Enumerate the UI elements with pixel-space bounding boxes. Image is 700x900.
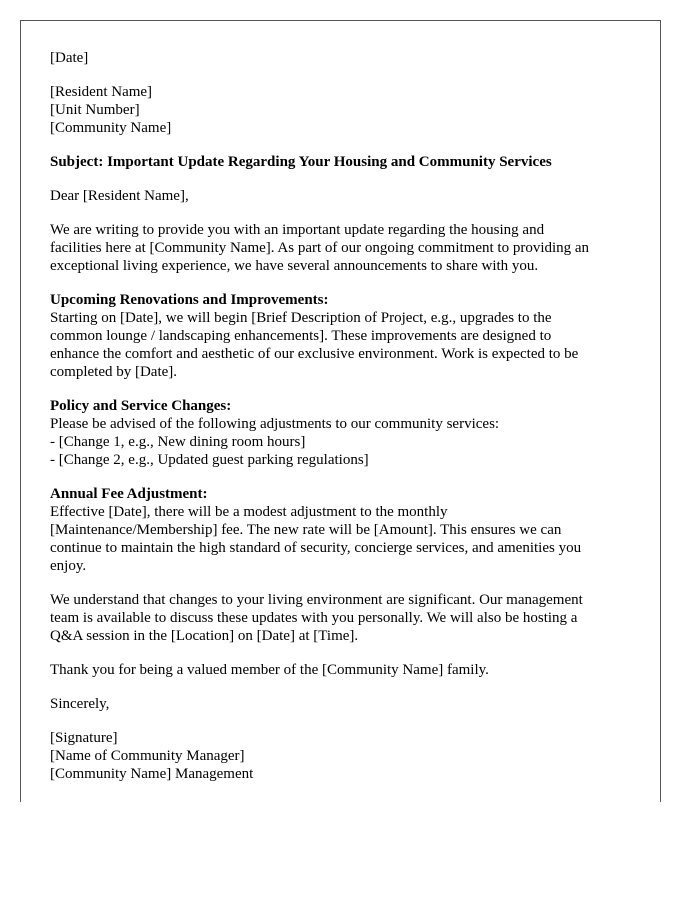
policy-heading: Policy and Service Changes: [50, 398, 232, 414]
manager-name: [Name of Community Manager] [50, 748, 245, 764]
signoff [50, 695, 630, 713]
policy-list-item: - [Change 1, e.g., New dining room hours] [50, 434, 306, 450]
recipient-name: [Resident Name] [50, 84, 153, 100]
letter-body [50, 49, 630, 799]
renovations-line: completed by [Date]. [50, 364, 178, 380]
renovations-line: enhance the comfort and aesthetic of our exclusive environment. Work is expected to be [50, 346, 579, 362]
signature-block [50, 729, 630, 783]
intro-line: facilities here at [Community Name]. As part of our ongoing commitment to providing an [50, 240, 590, 256]
salutation-text: Dear [Resident Name], [50, 188, 189, 204]
closing-line: team is available to discuss these updates with you personally. We will also be hosting a [50, 610, 578, 626]
closing-paragraph [50, 591, 630, 645]
thanks-text: Thank you for being a valued member of the [Community Name] family. [50, 662, 489, 678]
closing-line: Q&A session in the [Location] on [Date] at [Time]. [50, 628, 359, 644]
signoff-text: Sincerely, [50, 696, 110, 712]
fee-section [50, 485, 630, 575]
renovations-heading: Upcoming Renovations and Improvements: [50, 292, 329, 308]
intro-line: We are writing to provide you with an important update regarding the housing and [50, 222, 545, 238]
fee-line: continue to maintain the high standard of security, concierge services, and amenities you [50, 540, 582, 556]
recipient-community: [Community Name] [50, 120, 172, 136]
recipient-unit: [Unit Number] [50, 102, 140, 118]
recipient-block [50, 83, 630, 137]
letter-date [50, 49, 630, 67]
fee-line: enjoy. [50, 558, 87, 574]
intro-line: exceptional living experience, we have several announcements to share with you. [50, 258, 539, 274]
fee-line: Effective [Date], there will be a modest adjustment to the monthly [50, 504, 448, 520]
closing-line: We understand that changes to your living environment are significant. Our management [50, 592, 583, 608]
fee-line: [Maintenance/Membership] fee. The new rate will be [Amount]. This ensures we can [50, 522, 562, 538]
thanks-paragraph [50, 661, 630, 679]
policy-list-item: - [Change 2, e.g., Updated guest parking regulations] [50, 452, 369, 468]
renovations-line: common lounge / landscaping enhancements]. These improvements are designed to [50, 328, 552, 344]
renovations-section [50, 291, 630, 381]
subject-line [50, 153, 630, 171]
fee-heading: Annual Fee Adjustment: [50, 486, 208, 502]
organization-name: [Community Name] Management [50, 766, 254, 782]
policy-line: Please be advised of the following adjustments to our community services: [50, 416, 500, 432]
signature-line: [Signature] [50, 730, 118, 746]
date-line: [Date] [50, 50, 89, 66]
policy-section [50, 397, 630, 469]
salutation [50, 187, 630, 205]
renovations-line: Starting on [Date], we will begin [Brief Description of Project, e.g., upgrades to the [50, 310, 552, 326]
intro-paragraph [50, 221, 630, 275]
subject-text: Subject: Important Update Regarding Your Housing and Community Services [50, 154, 552, 170]
letter-page [20, 20, 661, 802]
